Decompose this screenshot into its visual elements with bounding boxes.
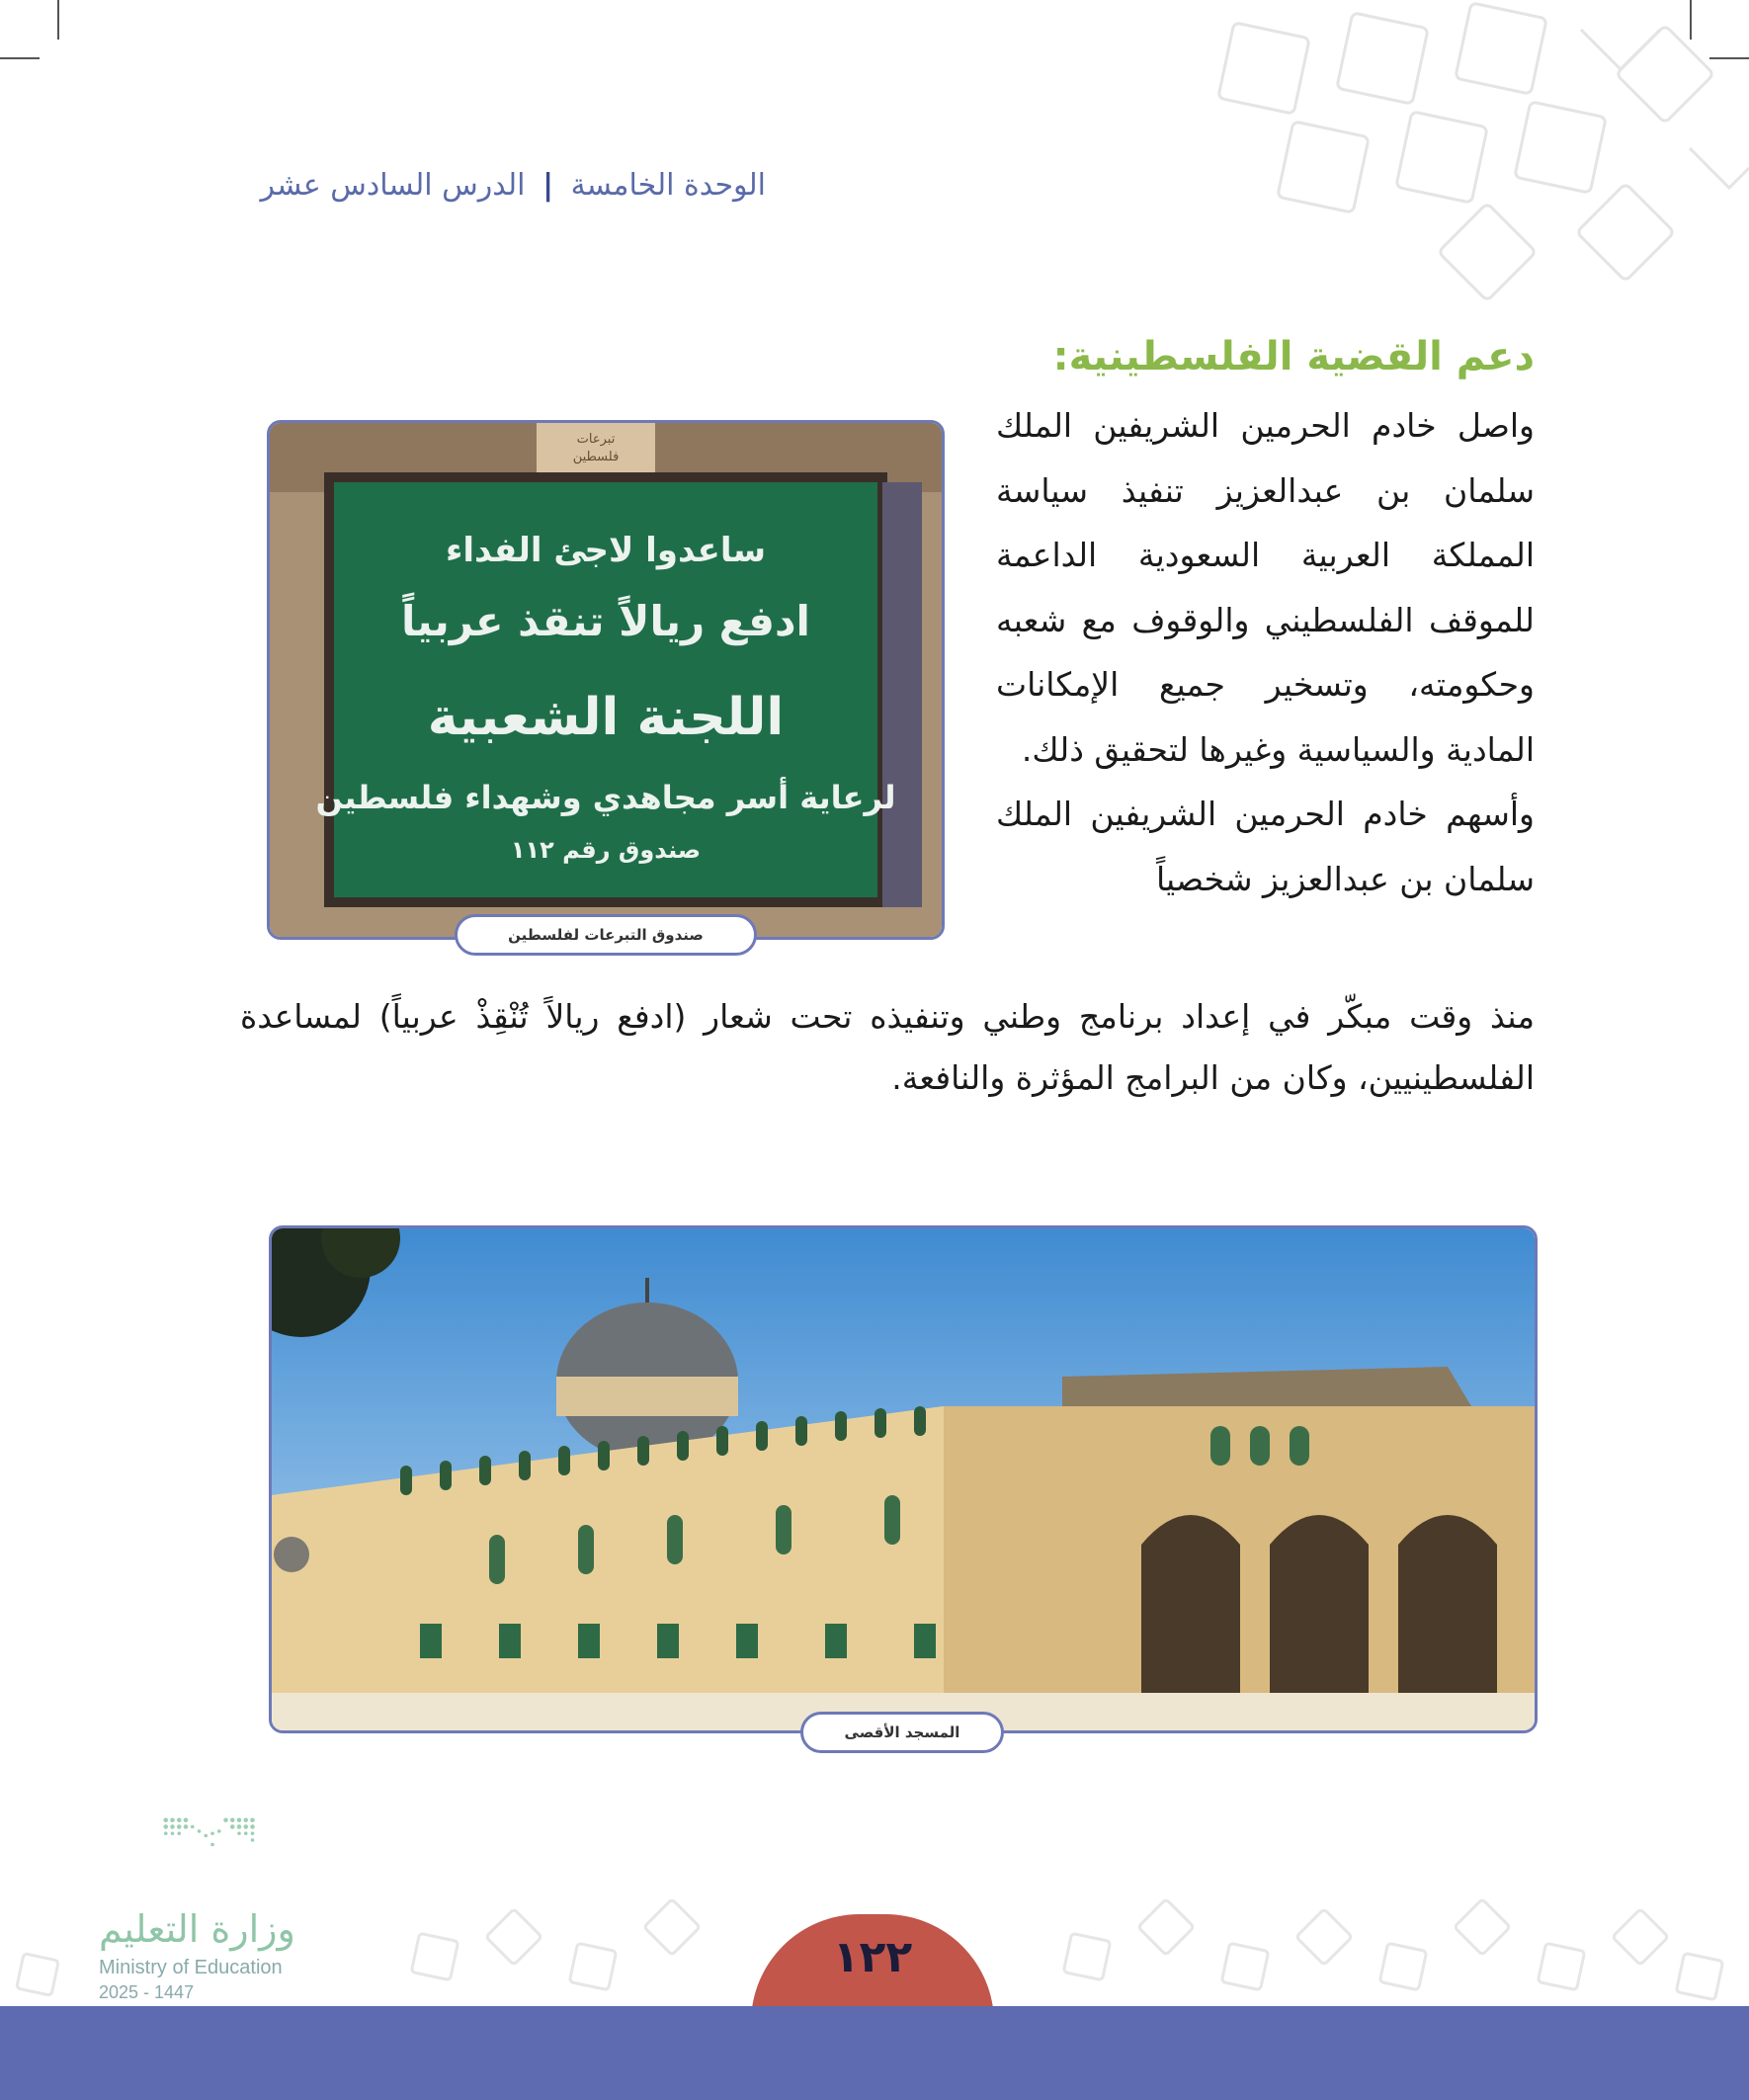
sign-line-1: ساعدوا لاجئ الفداء	[445, 531, 767, 570]
tag-text-1: تبرعات	[576, 432, 616, 447]
body-text-full	[240, 986, 1535, 1109]
sign-line-5: صندوق رقم ١١٢	[510, 836, 702, 864]
paragraph-1: واصل خادم الحرمين الشريفين الملك سلمان بن عبدالعزيز تنفيذ سياسة المملكة العربية السعودية الداعمة للموقف الفلسطيني والوقوف مع شعبه وحكومته، وتسخير جميع الإمكانات المادية والسياسية وغيرها لتحقيق ذلك.	[996, 406, 1535, 769]
aqsa-illustration	[272, 1228, 1535, 1730]
sign-line-3: اللجنة الشعبية	[427, 688, 785, 747]
sign-line-2: ادفع ريالاً تنقذ عربياً	[401, 597, 810, 645]
decorative-pattern	[1156, 0, 1749, 316]
crop-mark	[0, 57, 40, 59]
footer-band	[0, 2006, 1749, 2100]
paragraph-2-rest: منذ وقت مبكّر في إعداد برنامج وطني وتنفيذه تحت شعار (ادفع ريالاً تُنْقِذْ عربياً) لمساعدة الفلسطينيين، وكان من البرامج المؤثرة والنافعة.	[240, 997, 1535, 1097]
ministry-logo-dots	[94, 1813, 331, 1902]
donation-box-photo	[267, 420, 945, 940]
section-heading: دعم القضية الفلسطينية:	[1052, 334, 1535, 379]
paragraph-2-start: وأسهم خادم الحرمين الشريفين الملك سلمان بن عبدالعزيز شخصياً	[996, 795, 1535, 898]
donation-box-illustration	[270, 423, 942, 937]
tag-text-2: فلسطين	[572, 450, 620, 464]
lesson-label: الدرس السادس عشر	[260, 168, 526, 203]
header-separator: |	[542, 168, 554, 203]
aqsa-mosque-photo	[269, 1225, 1538, 1733]
unit-label: الوحدة الخامسة	[570, 168, 766, 203]
edition-year: 2025 - 1447	[99, 1982, 195, 2002]
crop-mark	[57, 0, 59, 40]
donation-caption: صندوق التبرعات لفلسطين	[455, 914, 757, 956]
body-text-column	[996, 393, 1535, 911]
running-header	[261, 168, 766, 203]
aqsa-caption: المسجد الأقصى	[800, 1712, 1004, 1753]
ministry-name-english: Ministry of Education	[99, 1957, 283, 1978]
page-number: ١٢٢	[832, 1932, 913, 1982]
ministry-name-arabic: وزارة التعليم	[99, 1907, 295, 1951]
sign-line-4: لرعاية أسر مجاهدي وشهداء فلسطين	[315, 779, 896, 816]
